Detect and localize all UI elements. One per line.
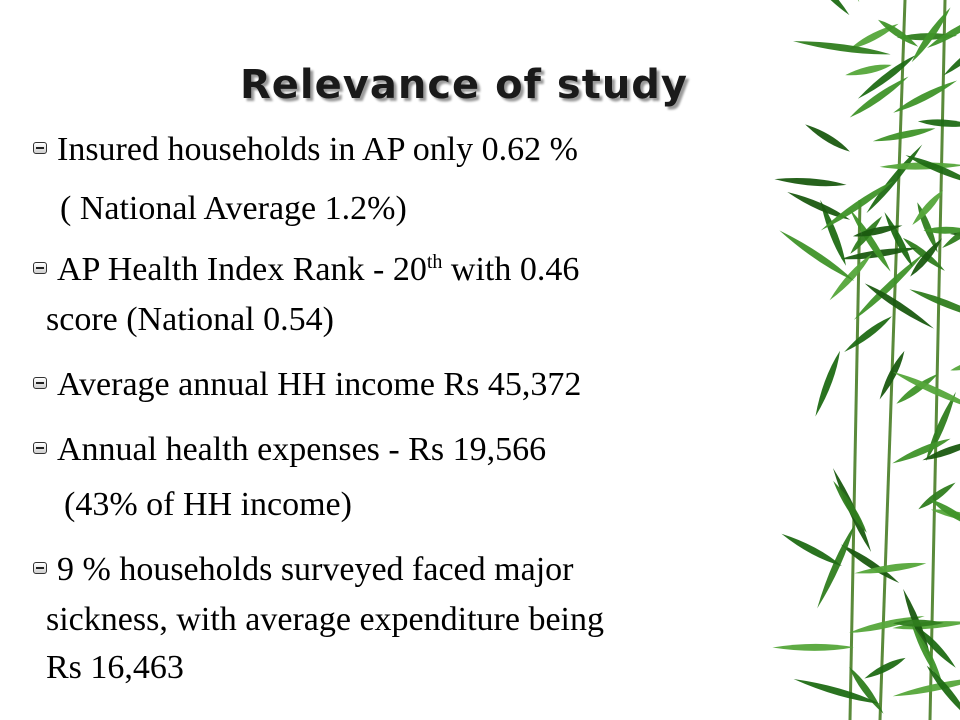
bamboo-leaf — [949, 354, 960, 373]
bamboo-leaf — [904, 152, 960, 188]
bullet-1-line-2: ( National Average 1.2%) — [60, 190, 407, 227]
slide-title: Relevance of study — [240, 62, 688, 108]
bamboo-leaf — [918, 118, 960, 129]
bullet-2-superscript: th — [426, 251, 443, 273]
bamboo-leaf — [916, 480, 957, 512]
minus-box-icon — [33, 562, 47, 574]
bullet-2-line-1 — [57, 250, 579, 290]
minus-box-icon — [33, 142, 47, 154]
bamboo-leaf — [864, 142, 925, 215]
bullet-5-line-3: Rs 16,463 — [46, 649, 184, 686]
bamboo-leaf — [872, 125, 936, 145]
bullet-2-text-b: with 0.46 — [442, 251, 580, 288]
bullet-1-line-1: Insured households in AP only 0.62 % — [57, 131, 579, 168]
bullet-5-line-1: 9 % households surveyed faced major — [57, 551, 574, 588]
bullet-3-line-1: Average annual HH income Rs 45,372 — [57, 366, 582, 403]
minus-box-icon — [33, 262, 47, 274]
bamboo-leaf — [839, 542, 901, 586]
bamboo-leaf — [842, 314, 894, 355]
minus-box-icon — [33, 377, 47, 389]
bullet-4-line-2: (43% of HH income) — [64, 486, 352, 523]
bamboo-stem — [930, 0, 945, 720]
bullet-2-text-a: AP Health Index Rank - 20 — [57, 251, 427, 288]
minus-box-icon — [33, 442, 47, 454]
bullet-2-line-2: score (National 0.54) — [46, 301, 334, 338]
bullet-4-line-1: Annual health expenses - Rs 19,566 — [57, 431, 547, 468]
bamboo-leaf — [863, 280, 936, 331]
bullet-5-line-2: sickness, with average expenditure being — [46, 601, 604, 638]
bamboo-leaf — [863, 655, 907, 682]
